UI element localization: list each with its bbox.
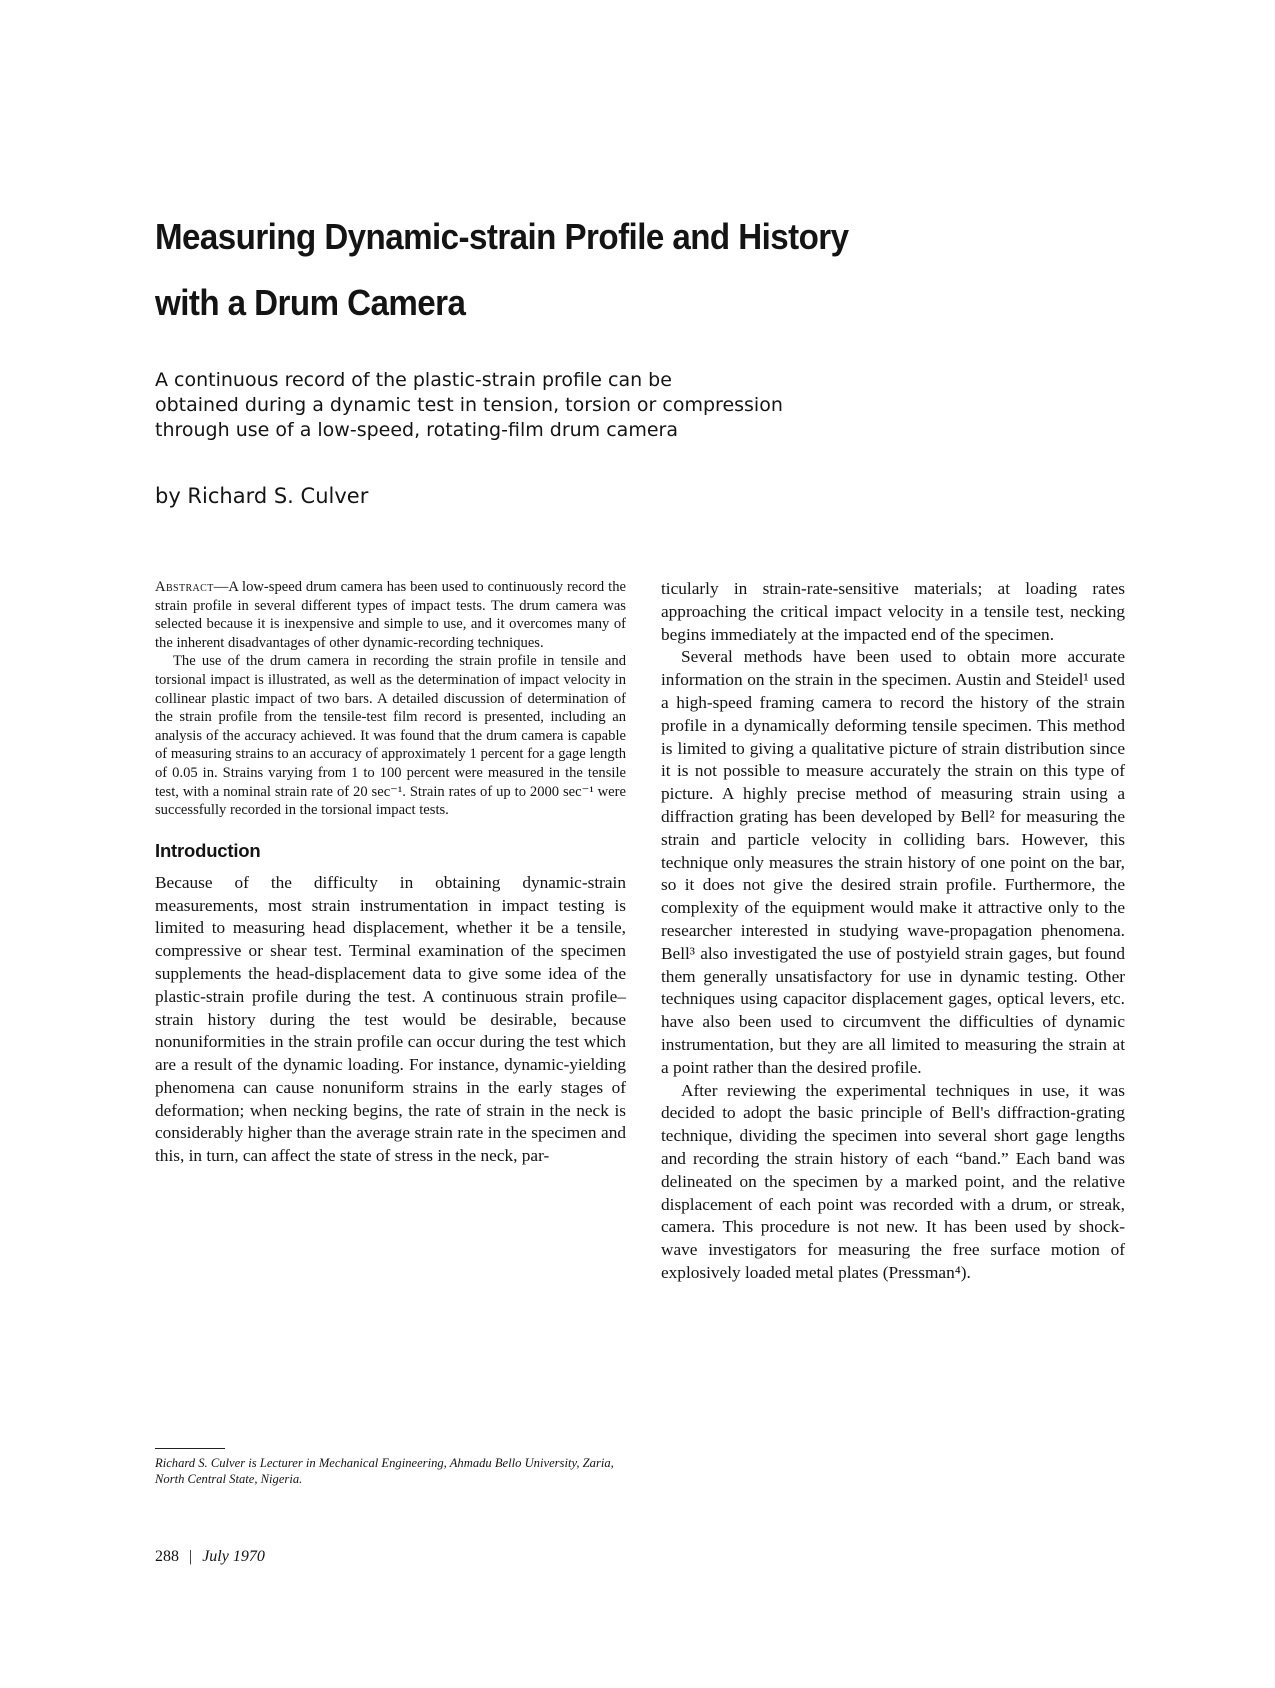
introduction-paragraph-1-cont: ticularly in strain-rate-sensitive materials; at loading rates approaching the critical impact velocity in a tensile test, necking begins immediately at the impacted end of the specimen. — [661, 579, 1125, 644]
author-byline: by Richard S. Culver — [155, 484, 369, 508]
section-heading-introduction: Introduction — [155, 839, 261, 861]
introduction-paragraph-3: After reviewing the experimental techniques in use, it was decided to adopt the basic principle of Bell's diffraction-grating technique, dividing the specimen into several short gage lengths and recording the strain history of each “band.” Each band was delineated on the specimen by a marked point, and the relative displacement of each point was recorded with a drum, or streak, camera. This procedure is not new. It has been used by shock-wave investigators for measuring the free surface motion of explosively loaded metal plates (Pressman⁴). — [661, 1080, 1125, 1282]
abstract-label: Abstract — [155, 579, 214, 595]
left-column — [155, 578, 626, 1168]
subtitle-line-3: through use of a low-speed, rotating-film drum camera — [155, 419, 678, 441]
abstract — [155, 578, 626, 820]
page-footer — [155, 1548, 265, 1566]
title-line-2: with a Drum Camera — [155, 282, 466, 323]
abstract-text-1: A low-speed drum camera has been used to continuously record the strain profile in several different types of impact tests. The drum camera was selected because it is inexpensive and simple to use, and it overcomes many of the inherent disadvantages of other dynamic-recording techniques. — [155, 579, 626, 651]
introduction-left-text — [155, 872, 626, 1168]
title-line-1: Measuring Dynamic-strain Profile and History — [155, 216, 849, 257]
right-column — [661, 578, 1125, 1285]
author-footnote: Richard S. Culver is Lecturer in Mechanical Engineering, Ahmadu Bello University, Zaria, North Central State, Nigeria. — [155, 1456, 614, 1486]
abstract-paragraph-1 — [155, 578, 626, 652]
introduction-paragraph-2: Several methods have been used to obtain more accurate information on the strain in the specimen. Austin and Steidel¹ used a high-speed framing camera to record the history of the strain profile in a dynamically deforming tensile specimen. This method is limited to giving a qualitative picture of strain distribution since it is not possible to measure accurately the strain on this type of picture. A highly precise method of measuring strain using a diffraction grating has been developed by Bell² for measuring the strain and particle velocity in colliding bars. However, this technique only measures the strain history of one point on the bar, so it does not give the desired strain profile. Furthermore, the complexity of the equipment would make it attractive only to the researcher interested in studying wave-propagation phenomena. Bell³ also investigated the use of postyield strain gages, but found them generally unsatisfactory for use in dynamic testing. Other techniques using capacitor displacement gages, optical levers, etc. have also been used to circumvent the difficulties of dynamic instrumentation, but they are all limited to measuring the strain at a point rather than the desired profile. — [661, 647, 1125, 1077]
abstract-dash: — — [213, 579, 229, 595]
introduction-right-text — [661, 578, 1125, 1285]
article-subtitle — [155, 368, 915, 443]
article-title — [155, 204, 909, 336]
abstract-paragraph-2: The use of the drum camera in recording the strain profile in tensile and torsional impact is illustrated, as well as the determination of impact velocity in collinear plastic impact of two bars. A detailed discussion of determination of the strain profile from the tensile-test film record is presented, including an analysis of the accuracy achieved. It was found that the drum camera is capable of measuring strains to an accuracy of approximately 1 percent for a gage length of 0.05 in. Strains varying from 1 to 100 percent were measured in the tensile test, with a nominal strain rate of 20 sec⁻¹. Strain rates of up to 2000 sec⁻¹ were successfully recorded in the torsional impact tests. — [155, 653, 626, 819]
introduction-paragraph-1: Because of the difficulty in obtaining dynamic-strain measurements, most strain instrumentation in impact testing is limited to measuring head displacement, whether it be a tensile, compressive or shear test. Terminal examination of the specimen supplements the head-displacement data to give some idea of the plastic-strain profile during the test. A continuous strain profile–strain history during the test would be desirable, because nonuniformities in the strain profile can occur during the test which are a result of the dynamic loading. For instance, dynamic-yielding phenomena can cause nonuniform strains in the early stages of deformation; when necking begins, the rate of strain in the neck is considerably higher than the average strain rate in the specimen and this, in turn, can affect the state of stress in the neck, par- — [155, 872, 626, 1166]
footer-separator: | — [189, 1548, 193, 1565]
issue-date: July 1970 — [202, 1548, 265, 1565]
subtitle-line-1: A continuous record of the plastic-strain profile can be — [155, 369, 672, 391]
page-number: 288 — [155, 1548, 179, 1565]
footnote-divider — [155, 1448, 225, 1449]
subtitle-line-2: obtained during a dynamic test in tension, torsion or compression — [155, 394, 783, 416]
